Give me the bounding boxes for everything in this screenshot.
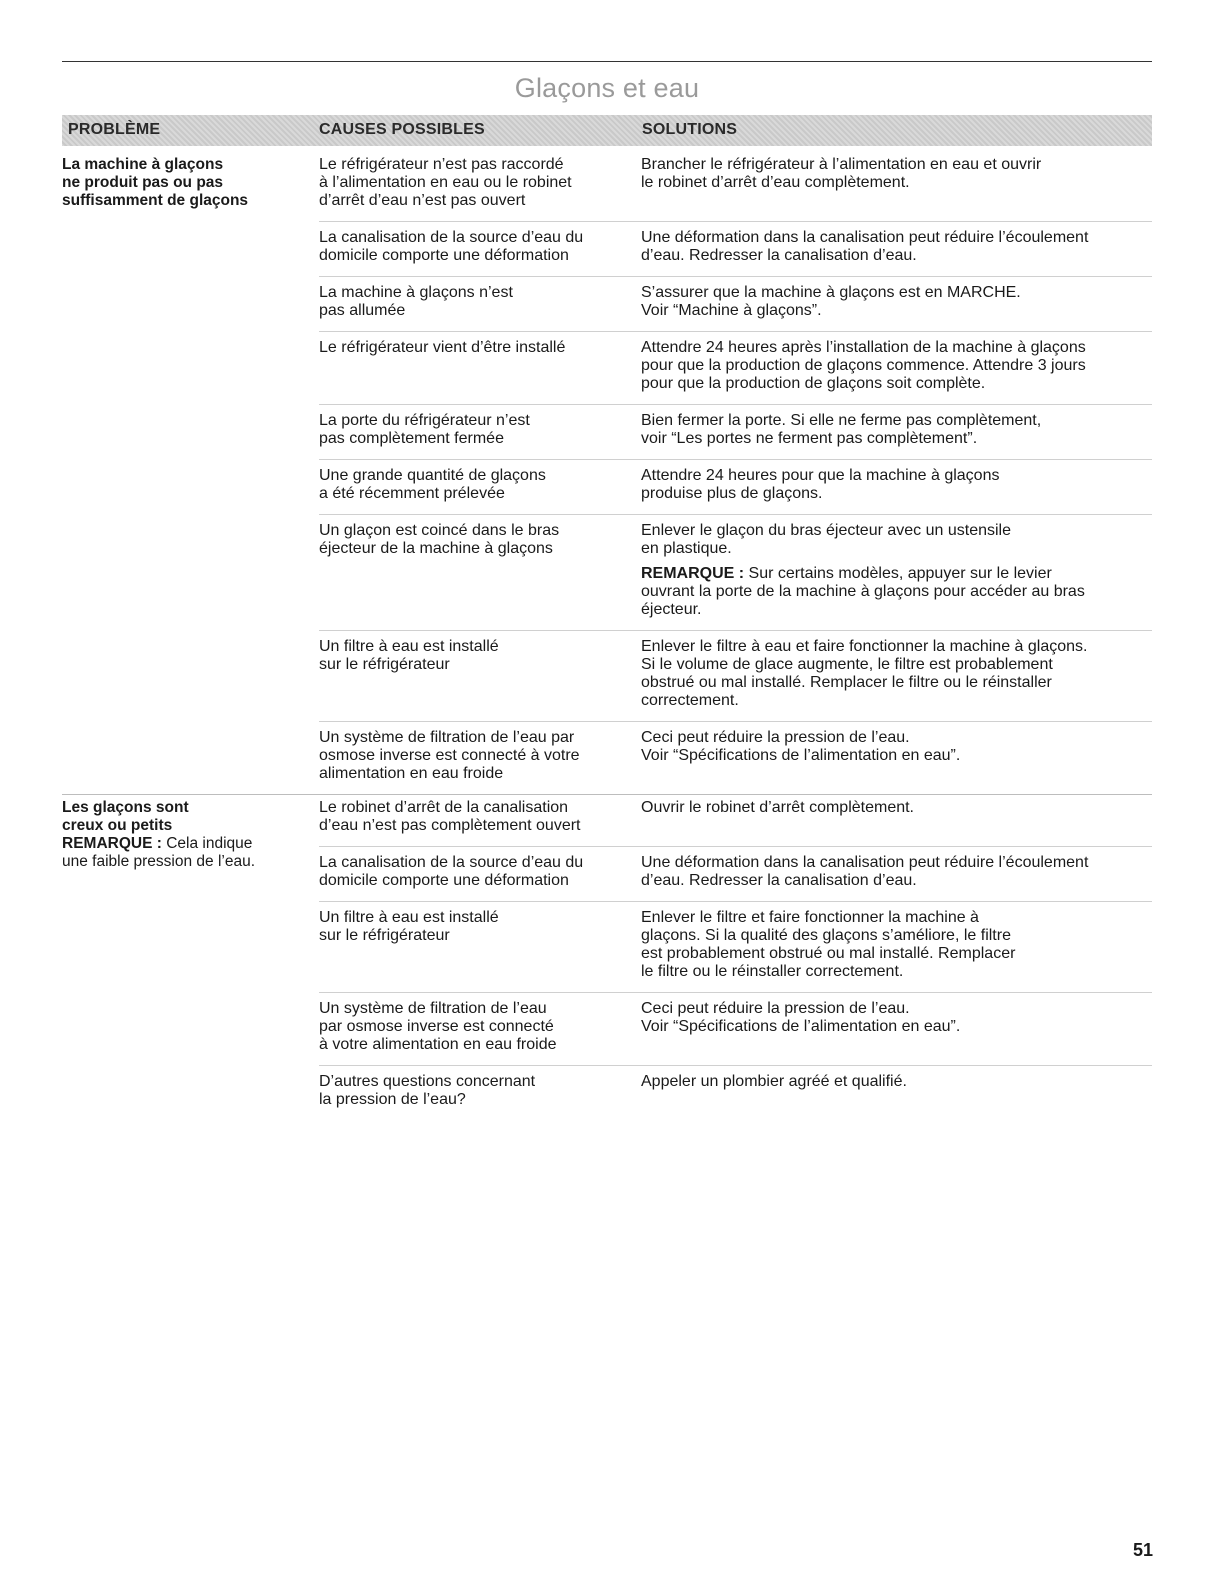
section-title: Glaçons et eau xyxy=(514,73,700,103)
table-row xyxy=(319,459,1152,514)
cause-text: Un système de filtration de l’eau par osmose inverse est connecté à votre alimentation en eau froide xyxy=(319,729,580,782)
problem-group xyxy=(62,152,1152,795)
problem-note-text: Cela indique une faible pression de l’eau. xyxy=(62,835,256,870)
cause-text: D’autres questions concernant la pression de l’eau? xyxy=(319,1073,536,1108)
cause-text: Un glaçon est coincé dans le bras éjecteur de la machine à glaçons xyxy=(319,522,560,557)
solution-text: Ceci peut réduire la pression de l’eau. Voir “Spécifications de l’alimentation en eau”. xyxy=(641,1000,961,1035)
table-row xyxy=(319,276,1152,331)
problem-cell xyxy=(62,799,302,871)
cause-text: La machine à glaçons n’est pas allumée xyxy=(319,284,513,319)
table-row xyxy=(319,514,1152,630)
solution-text: Attendre 24 heures pour que la machine à glaçons produise plus de glaçons. xyxy=(641,467,1000,502)
solution-text: S’assurer que la machine à glaçons est en MARCHE. Voir “Machine à glaçons”. xyxy=(641,284,1021,319)
problem-title: Les glaçons sont creux ou petits xyxy=(62,799,189,834)
solution-text: Ceci peut réduire la pression de l’eau. Voir “Spécifications de l’alimentation en eau”. xyxy=(641,729,961,764)
table-row xyxy=(319,846,1152,901)
cause-text: La porte du réfrigérateur n’est pas complètement fermée xyxy=(319,412,530,447)
table-row xyxy=(319,721,1152,794)
solution-text: Une déformation dans la canalisation peut réduire l’écoulement d’eau. Redresser la canalisation d’eau. xyxy=(641,854,1089,889)
solution-text: Enlever le glaçon du bras éjecteur avec un ustensile en plastique. xyxy=(641,522,1011,557)
remark-label: REMARQUE : xyxy=(641,565,745,582)
cause-text: Un filtre à eau est installé sur le réfrigérateur xyxy=(319,909,499,944)
problem-group xyxy=(62,795,1152,1120)
page-number: 51 xyxy=(1132,1540,1153,1560)
top-rule xyxy=(62,61,1152,62)
table-header xyxy=(62,115,1152,146)
solution-text: Enlever le filtre et faire fonctionner la machine à glaçons. Si la qualité des glaçons s’améliore, le filtre est probablement obstrué ou mal installé. Remplacer le filtre ou le réinstaller correctement. xyxy=(641,909,1016,980)
header-causes: CAUSES POSSIBLES xyxy=(319,121,485,138)
problem-note-label: REMARQUE : xyxy=(62,835,162,852)
problem-note xyxy=(62,835,255,870)
header-problem: PROBLÈME xyxy=(68,121,161,138)
cause-text: La canalisation de la source d’eau du domicile comporte une déformation xyxy=(319,229,584,264)
table-row xyxy=(319,331,1152,404)
cause-text: Le robinet d’arrêt de la canalisation d’eau n’est pas complètement ouvert xyxy=(319,799,581,834)
solution-text: Enlever le filtre à eau et faire fonctionner la machine à glaçons. Si le volume de glace augmente, le filtre est probablement obstrué ou mal installé. Remplacer le filtre ou le réinstaller correctement. xyxy=(641,638,1088,709)
cause-text: Un filtre à eau est installé sur le réfrigérateur xyxy=(319,638,499,673)
cause-text: Une grande quantité de glaçons a été récemment prélevée xyxy=(319,467,546,502)
troubleshooting-table xyxy=(62,152,1152,1120)
solution-text: Une déformation dans la canalisation peut réduire l’écoulement d’eau. Redresser la canalisation d’eau. xyxy=(641,229,1089,264)
cause-text: La canalisation de la source d’eau du domicile comporte une déformation xyxy=(319,854,584,889)
solution-text: Brancher le réfrigérateur à l’alimentation en eau et ouvrir le robinet d’arrêt d’eau complètement. xyxy=(641,156,1042,191)
remark-paragraph xyxy=(641,565,1151,619)
cause-text: Le réfrigérateur vient d’être installé xyxy=(319,339,566,356)
solution-text: Bien fermer la porte. Si elle ne ferme pas complètement, voir “Les portes ne ferment pas complètement”. xyxy=(641,412,1042,447)
table-row xyxy=(319,795,1152,846)
table-row xyxy=(319,221,1152,276)
cause-text: Le réfrigérateur n’est pas raccordé à l’alimentation en eau ou le robinet d’arrêt d’eau n’est pas ouvert xyxy=(319,156,572,209)
table-row xyxy=(319,630,1152,721)
table-row xyxy=(319,992,1152,1065)
solution-text: Attendre 24 heures après l’installation de la machine à glaçons pour que la production de glaçons commence. Attendre 3 jours pour que la production de glaçons soit complète. xyxy=(641,339,1086,392)
remark-text: Sur certains modèles, appuyer sur le levier ouvrant la porte de la machine à glaçons pour accéder au bras éjecteur. xyxy=(641,565,1085,618)
table-row xyxy=(319,404,1152,459)
solution-text: Ouvrir le robinet d’arrêt complètement. xyxy=(641,799,914,816)
problem-title: La machine à glaçons ne produit pas ou pas suffisamment de glaçons xyxy=(62,156,249,209)
table-row xyxy=(319,152,1152,221)
table-row xyxy=(319,901,1152,992)
problem-cell xyxy=(62,156,302,210)
cause-text: Un système de filtration de l’eau par osmose inverse est connecté à votre alimentation en eau froide xyxy=(319,1000,557,1053)
solution-text: Appeler un plombier agréé et qualifié. xyxy=(641,1073,907,1090)
header-solutions: SOLUTIONS xyxy=(642,121,738,138)
table-row xyxy=(319,1065,1152,1120)
